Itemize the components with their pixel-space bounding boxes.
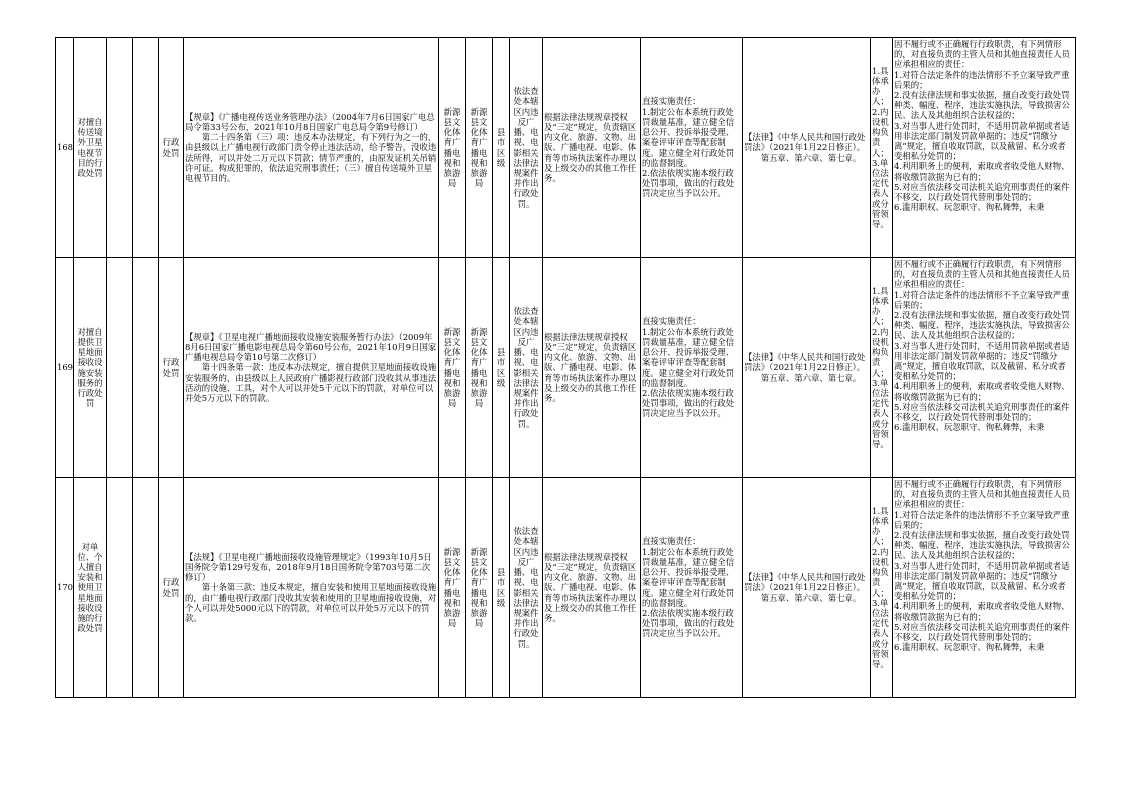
implementing-agency: 新源县文化体育广播电视和旅游局	[439, 478, 466, 698]
accountability-item: 3.对当事人进行处罚时，不适用罚款单据或者适用非法定部门制发罚款单据的；违反“罚缴分离”规定，擅自收取罚款，以及截留、私分或者变相私分处罚的；	[894, 340, 1070, 382]
responsible-subject: 1.具体承办人；2.内设机构负责人；3.单位法定代表人或分管领导。	[871, 258, 893, 478]
accountability-item: 4.利用职务上的便利，索取或者收受他人财物、将收缴罚款据为已有的；	[894, 161, 1070, 182]
legal-basis-article: 第十四条第一款：违反本办法规定，擅自提供卫星地面接收设施安装服务的，由县级以上人民政府广播影视行政部门没收其从事违法活动的设施、工具，对个人可以并处5千元以下的罚款，对单位可以并处5万元以下的罚款。	[185, 362, 437, 403]
accountability-item: 1.对符合法定条件的违法情形不予立案导致严重后果的；	[894, 69, 1070, 90]
accountability-item: 5.对应当依法移交司法机关追究刑事责任的案件不移交，以行政处罚代替刑事处罚的；	[894, 401, 1070, 423]
exercise-level: 县市区级	[493, 478, 510, 698]
legal-basis	[184, 478, 439, 698]
power-type: 行政处罚	[159, 38, 184, 258]
responsibility-basis: 根据法律法规规章授权及“三定”规定，负责辖区内文化、旅游、文物、出版、广播电视、电影、体育等市场执法案件办理以及上级交办的其他工作任务。	[543, 38, 641, 258]
power-content: 依法查处本辖区内违反广播、电视、电影相关法律法规案件并作出行政处罚。	[510, 258, 543, 478]
sub-item-cell	[107, 478, 133, 698]
implementing-agency: 新源县文化体育广播电视和旅游局	[439, 38, 466, 258]
accountability-item: 5.对应当依法移交司法机关追究刑事责任的案件不移交，以行政处罚代替刑事处罚的；	[894, 621, 1070, 643]
accountability-item: 1.对符合法定条件的违法情形不予立案导致严重后果的；	[894, 509, 1070, 530]
accountability-heading: 因不履行或不正确履行行政职责，有下列情形的，对直接负责的主管人员和其他直接责任人员应承担相应的责任：	[894, 39, 1070, 70]
responsibility-items	[641, 38, 743, 258]
sub-item-cell	[107, 258, 133, 478]
legal-basis-article: 第十条第三款：违反本规定，擅自安装和使用卫星地面接收设施的，由广播电视行政部门没收其安装和使用的卫星地面接收设施，对个人可以并处5000元以下的罚款，对单位可以并处5万元以下的罚款。	[185, 582, 437, 623]
accountability-law	[743, 258, 871, 478]
accountability-list	[894, 70, 1074, 213]
responsibility-item: 2.依法依规实施本级行政处罚事项，做出的行政处罚决定应当予以公开。	[642, 387, 735, 419]
responsible-subject: 1.具体承办人；2.内设机构负责人；3.单位法定代表人或分管领导。	[871, 478, 893, 698]
accountability-item: 1.对符合法定条件的违法情形不予立案导致严重后果的；	[894, 289, 1070, 310]
responsibility-item: 2.依法依规实施本级行政处罚事项，做出的行政处罚决定应当予以公开。	[642, 607, 735, 639]
legal-basis	[184, 258, 439, 478]
responsible-agency: 新源县文化体育广播电视和旅游局	[466, 38, 493, 258]
accountability-situations	[893, 258, 1076, 478]
responsibility-item: 1.制定公布本系统行政处罚裁量基准，建立健全信息公开、投诉举报受理、案卷评审评查等配套制度。建立健全对行政处罚的监督制度。	[642, 326, 735, 388]
row-number: 169	[56, 258, 74, 478]
responsibility-basis: 根据法律法规规章授权及“三定”规定，负责辖区内文化、旅游、文物、出版、广播电视、电影、体育等市场执法案件办理以及上级交办的其他工作任务。	[543, 258, 641, 478]
row-number: 170	[56, 478, 74, 698]
exercise-level: 县市区级	[493, 258, 510, 478]
accountability-law-chapters: 第五章、第六章、第七章。	[760, 592, 862, 603]
exercise-level: 县市区级	[493, 38, 510, 258]
legal-basis-title: 【法规】《卫星电视广播地面接收设施管理规定》（1993年10月5日国务院令第129号发布，2018年9月18日国务院令第703号第二次修订）	[185, 551, 432, 583]
power-content: 依法查处本辖区内违反广播、电视、电影相关法律法规案件并作出行政处罚。	[510, 38, 543, 258]
accountability-law	[743, 38, 871, 258]
legal-basis-article: 第二十四条第（三）项：违反本办法规定，有下列行为之一的，由县级以上广播电视行政部门责令停止违法活动，给予警告，没收违法所得，可以并处二万元以下罚款；情节严重的，由原发证机关吊销许可证。构成犯罪的，依法追究刑事责任；（三）擅自传送境外卫星电视节目的。	[185, 132, 437, 183]
row-number: 168	[56, 38, 74, 258]
responsibility-list	[642, 547, 741, 639]
accountability-situations	[893, 38, 1076, 258]
accountability-item: 6.滥用职权、玩忽职守、徇私舞弊，未秉	[894, 422, 1045, 433]
code-cell	[133, 478, 159, 698]
item-name: 对单位、个人擅自安装和使用卫星地面接收设施的行政处罚	[74, 478, 107, 698]
accountability-item: 3.对当事人进行处罚时，不适用罚款单据或者适用非法定部门制发罚款单据的；违反“罚缴分离”规定，擅自收取罚款，以及截留、私分或者变相私分处罚的；	[894, 120, 1070, 162]
item-name: 对擅自传送境外卫星电视节目的行政处罚	[74, 38, 107, 258]
legal-basis	[184, 38, 439, 258]
table-row	[56, 38, 1076, 258]
implementing-agency: 新源县文化体育广播电视和旅游局	[439, 258, 466, 478]
accountability-item: 2.没有法律法规和事实依据，擅自改变行政处罚种类、幅度、程序，违法实施执法，导致损害公民、法人及其他组织合法权益的；	[894, 310, 1070, 341]
accountability-item: 3.对当事人进行处罚时，不适用罚款单据或者适用非法定部门制发罚款单据的；违反“罚缴分离”规定，擅自收取罚款，以及截留、私分或者变相私分处罚的；	[894, 560, 1070, 602]
accountability-item: 5.对应当依法移交司法机关追究刑事责任的案件不移交，以行政处罚代替刑事处罚的；	[894, 181, 1070, 203]
responsibility-item: 1.制定公布本系统行政处罚裁量基准，建立健全信息公开、投诉举报受理、案卷评审评查等配套制度。建立健全对行政处罚的监督制度。	[642, 106, 735, 168]
responsible-agency: 新源县文化体育广播电视和旅游局	[466, 478, 493, 698]
table-row	[56, 258, 1076, 478]
accountability-law-title: 【法律】《中华人民共和国行政处罚法》（2021年1月22日修正）。	[744, 132, 866, 153]
accountability-item: 6.滥用职权、玩忽职守、徇私舞弊，未秉	[894, 642, 1045, 653]
accountability-item: 4.利用职务上的便利，索取或者收受他人财物、将收缴罚款据为已有的；	[894, 381, 1070, 402]
accountability-heading: 因不履行或不正确履行行政职责，有下列情形的，对直接负责的主管人员和其他直接责任人员应承担相应的责任：	[894, 479, 1070, 510]
responsible-subject: 1.具体承办人；2.内设机构负责人；3.单位法定代表人或分管领导。	[871, 38, 893, 258]
responsibility-heading: 直接实施责任：	[642, 536, 701, 547]
responsibility-basis: 根据法律法规规章授权及“三定”规定，负责辖区内文化、旅游、文物、出版、广播电视、电影、体育等市场执法案件办理以及上级交办的其他工作任务。	[543, 478, 641, 698]
responsibility-heading: 直接实施责任：	[642, 316, 701, 327]
accountability-heading: 因不履行或不正确履行行政职责，有下列情形的，对直接负责的主管人员和其他直接责任人员应承担相应的责任：	[894, 259, 1070, 290]
accountability-law-chapters: 第五章、第六章、第七章。	[760, 152, 862, 163]
responsibility-heading: 直接实施责任：	[642, 96, 701, 107]
accountability-list	[894, 290, 1074, 433]
table-body	[56, 38, 1076, 698]
responsibility-list	[642, 107, 741, 199]
accountability-item: 4.利用职务上的便利，索取或者收受他人财物、将收缴罚款据为已有的；	[894, 601, 1070, 622]
power-list-table	[55, 37, 1076, 698]
code-cell	[133, 258, 159, 478]
responsibility-item: 1.制定公布本系统行政处罚裁量基准，建立健全信息公开、投诉举报受理、案卷评审评查等配套制度。建立健全对行政处罚的监督制度。	[642, 546, 735, 608]
sub-item-cell	[107, 38, 133, 258]
responsibility-list	[642, 327, 741, 419]
responsibility-items	[641, 478, 743, 698]
legal-basis-title: 【规章】《广播电视传送业务管理办法》（2004年7月6日国家广电总局令第33号公布，2021年10月8日国家广电总局令第9号修订）	[185, 111, 435, 132]
accountability-item: 2.没有法律法规和事实依据，擅自改变行政处罚种类、幅度、程序，违法实施执法，导致损害公民、法人及其他组织合法权益的；	[894, 90, 1070, 121]
accountability-item: 6.滥用职权、玩忽职守、徇私舞弊，未秉	[894, 202, 1045, 213]
item-name: 对擅自提供卫星地面接收设施安装服务的行政处罚	[74, 258, 107, 478]
legal-basis-title: 【规章】《卫星电视广播地面接收设施安装服务暂行办法》（2009年8月6日国家广播电影电视总局令第60号公布，2021年10月9日国家广播电视总局令第10号第二次修订）	[185, 331, 437, 363]
table-row	[56, 478, 1076, 698]
accountability-law-chapters: 第五章、第六章、第七章。	[760, 372, 862, 383]
accountability-item: 2.没有法律法规和事实依据，擅自改变行政处罚种类、幅度、程序，违法实施执法，导致损害公民、法人及其他组织合法权益的；	[894, 530, 1070, 561]
power-type: 行政处罚	[159, 478, 184, 698]
power-type: 行政处罚	[159, 258, 184, 478]
responsibility-item: 2.依法依规实施本级行政处罚事项，做出的行政处罚决定应当予以公开。	[642, 167, 735, 199]
accountability-law	[743, 478, 871, 698]
power-content: 依法查处本辖区内违反广播、电视、电影相关法律法规案件并作出行政处罚。	[510, 478, 543, 698]
responsibility-items	[641, 258, 743, 478]
code-cell	[133, 38, 159, 258]
accountability-law-title: 【法律】《中华人民共和国行政处罚法》（2021年1月22日修正）。	[744, 352, 866, 373]
accountability-list	[894, 510, 1074, 653]
accountability-situations	[893, 478, 1076, 698]
responsible-agency: 新源县文化体育广播电视和旅游局	[466, 258, 493, 478]
accountability-law-title: 【法律】《中华人民共和国行政处罚法》（2021年1月22日修正）。	[744, 572, 866, 593]
